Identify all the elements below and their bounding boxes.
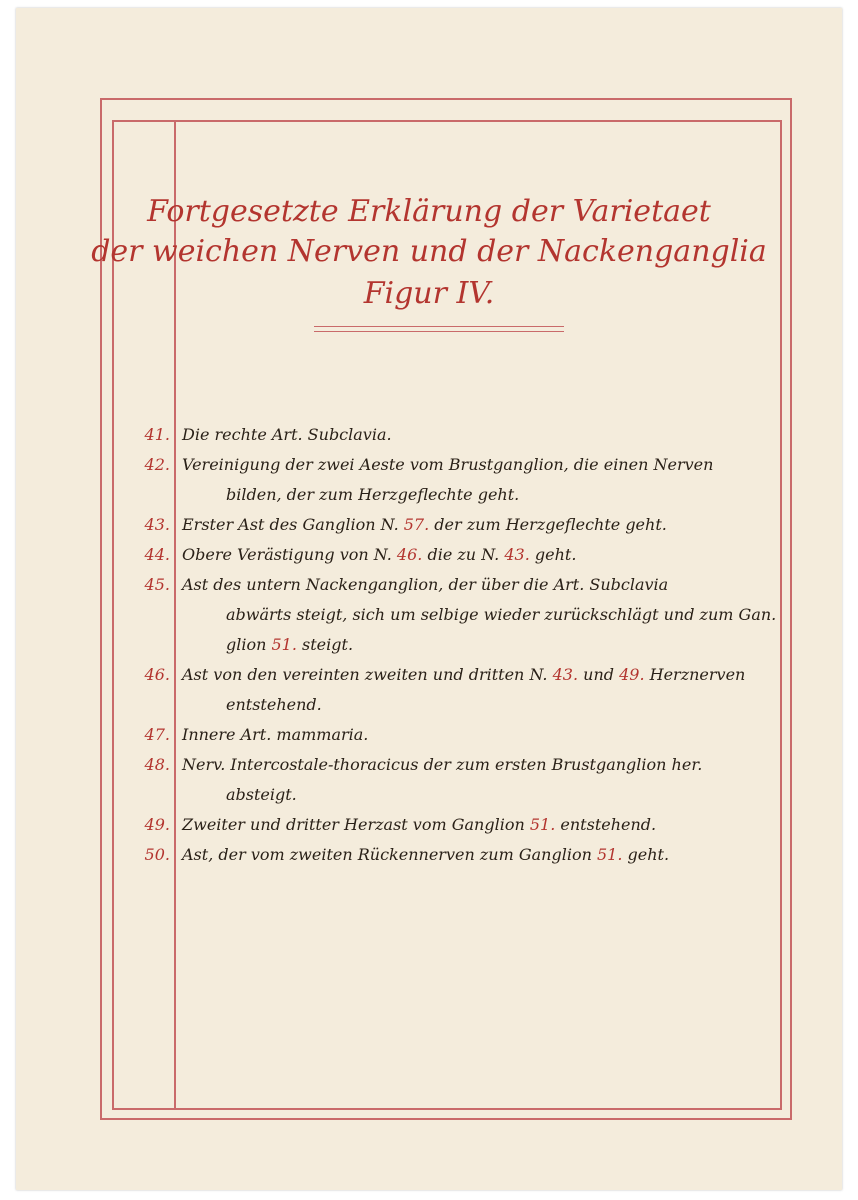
entry-text-line	[182, 720, 368, 750]
entry-text: Vereinigung der zwei Aeste vom Brustganglion, die einen Nerven	[182, 455, 714, 474]
entry-text: glion	[226, 635, 272, 654]
entry-text-line	[182, 660, 745, 690]
entry-number: 43.	[144, 515, 170, 534]
entry-text-line	[182, 750, 702, 780]
entry-text-line	[226, 630, 353, 660]
entry-text: geht.	[529, 545, 577, 564]
entry-number: 49.	[144, 815, 170, 834]
entry-text: Ast des untern Nackenganglion, der über die Art. Subclavia	[182, 575, 669, 594]
entry-text: entstehend.	[555, 815, 657, 834]
entry-text: Nerv. Intercostale-thoracicus der zum ersten Brustganglion her.	[182, 755, 703, 774]
entry-text-line	[182, 450, 713, 480]
entry-reference-number: 43.	[552, 665, 579, 684]
entry-text-line	[226, 690, 322, 720]
entry-reference-number: 46.	[396, 545, 423, 564]
entry-number: 45.	[144, 575, 170, 594]
title-rule-bottom	[314, 331, 564, 332]
entry-text: Ast von den vereinten zweiten und dritten N.	[182, 665, 553, 684]
entry-text-line	[182, 840, 669, 870]
entry-number: 42.	[144, 455, 170, 474]
entry-text-line	[226, 780, 297, 810]
entry-reference-number: 49.	[619, 665, 645, 684]
entry-text: und	[578, 665, 620, 684]
entry-reference-number: 43.	[504, 545, 530, 564]
entry-reference-number: 51.	[271, 635, 297, 654]
entry-number: 46.	[144, 665, 170, 684]
entry-number: 48.	[144, 755, 170, 774]
entry-reference-number: 51.	[596, 845, 623, 864]
entry-text: geht.	[622, 845, 670, 864]
entry-text: Die rechte Art. Subclavia.	[182, 425, 392, 444]
entry-text-line	[182, 540, 576, 570]
entry-text: entstehend.	[226, 695, 322, 714]
entry-text-line	[182, 510, 667, 540]
entry-text: Erster Ast des Ganglion N.	[182, 515, 404, 534]
entry-text: der zum Herzgeflechte geht.	[429, 515, 667, 534]
entry-text: Ast, der vom zweiten Rückennerven zum Ganglion	[182, 845, 597, 864]
entry-number: 44.	[144, 545, 170, 564]
entry-text: Herznerven	[644, 665, 746, 684]
entry-text-line	[182, 570, 668, 600]
entry-number: 41.	[144, 425, 170, 444]
entry-text: steigt.	[296, 635, 354, 654]
title-line-2: der weichen Nerven und der Nackenganglia	[91, 234, 767, 269]
entry-number: 47.	[144, 725, 170, 744]
title-line-3: Figur IV.	[363, 276, 495, 311]
entry-text: Innere Art. mammaria.	[182, 725, 369, 744]
entry-text-line	[226, 480, 519, 510]
entry-text-line	[182, 420, 392, 450]
entry-text: bilden, der zum Herzgeflechte geht.	[226, 485, 520, 504]
title-line-1: Fortgesetzte Erklärung der Varietaet	[147, 194, 711, 229]
entry-text-line	[182, 810, 656, 840]
entry-text: absteigt.	[226, 785, 297, 804]
entry-text: abwärts steigt, sich um selbige wieder zurückschlägt und zum Gan.	[226, 605, 777, 624]
entry-reference-number: 57.	[403, 515, 430, 534]
title-rule-top	[314, 326, 564, 327]
manuscript-page	[16, 8, 842, 1190]
entry-text: Obere Verästigung von N.	[182, 545, 397, 564]
entry-reference-number: 51.	[529, 815, 556, 834]
entry-number: 50.	[144, 845, 170, 864]
entry-text: Zweiter und dritter Herzast vom Ganglion	[182, 815, 530, 834]
entry-text: die zu N.	[422, 545, 505, 564]
entry-text-line	[226, 600, 776, 630]
